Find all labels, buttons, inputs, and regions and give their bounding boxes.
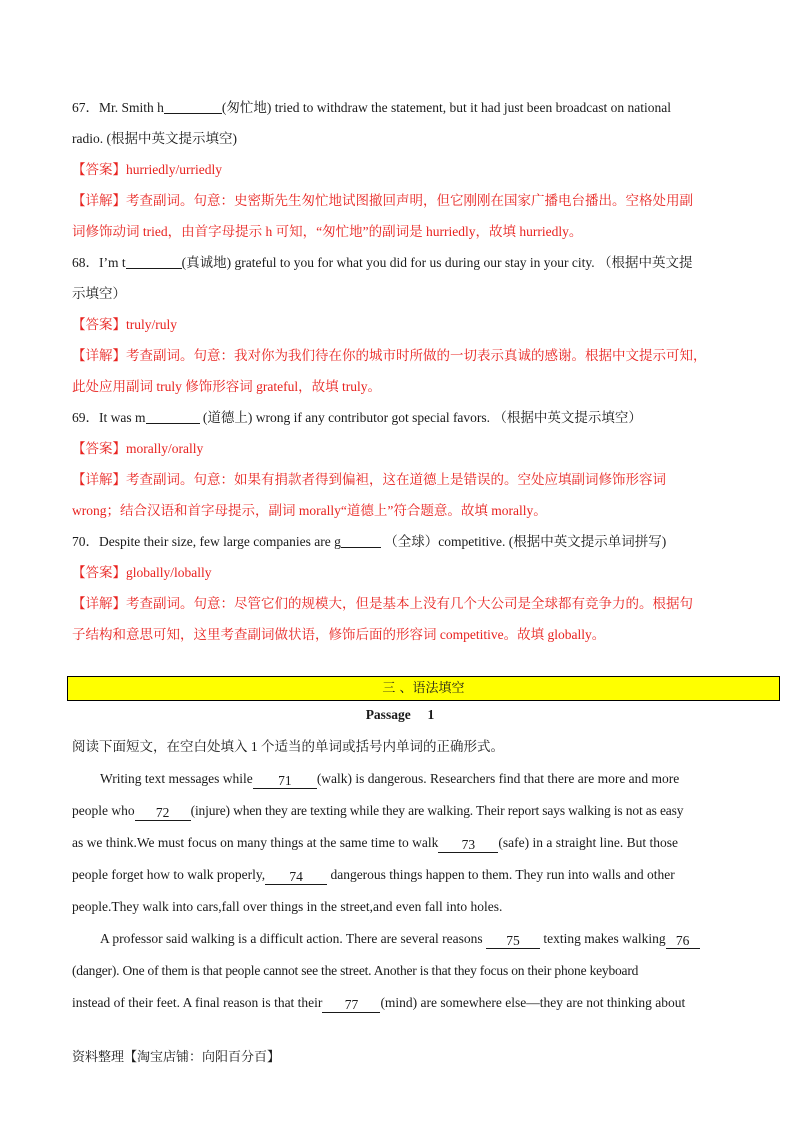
blank-76[interactable]: 76 — [666, 933, 700, 949]
blank-74[interactable]: 74 — [265, 869, 327, 885]
blank-71[interactable]: 71 — [253, 773, 317, 789]
q67-line2: radio. (根据中英文提示填空) — [72, 131, 237, 146]
blank-73[interactable]: 73 — [438, 837, 498, 853]
q68-line2: 示填空） — [72, 286, 126, 301]
q69-text-pre: 69．It was m — [72, 410, 146, 425]
q69-blank[interactable] — [146, 408, 200, 424]
q67-detail-1: 【详解】考查副词。句意：史密斯先生匆忙地试图撤回声明，但它刚刚在国家广播电台播出。空格处用副 — [72, 193, 693, 208]
q68-detail-2: 此处应用副词 truly 修饰形容词 grateful，故填 truly。 — [72, 379, 381, 394]
q70-blank[interactable] — [341, 532, 381, 548]
q68-detail-1: 【详解】考查副词。句意：我对你为我们待在你的城市时所做的一切表示真诚的感谢。根据中文提示可知， — [72, 348, 707, 363]
para1-text: (injure) when they are texting while they are walking. Their report says walking is not as easy — [190, 803, 684, 818]
question-70 — [72, 526, 728, 557]
para1-text: Writing text messages while — [100, 771, 253, 786]
q68-text-pre: 68．I’m t — [72, 255, 126, 270]
para1-line5: people.They walk into cars,fall over things in the street,and even fall into holes. — [72, 899, 503, 914]
blank-75[interactable]: 75 — [486, 933, 540, 949]
q68-text-post: (真诚地) grateful to you for what you did for us during our stay in your city. （根据中英文提 — [181, 255, 693, 270]
passage-body — [72, 731, 728, 1019]
q70-detail-1: 【详解】考查副词。句意：尽管它们的规模大，但是基本上没有几个大公司是全球都有竞争力的。根据句 — [72, 596, 693, 611]
q69-detail-1: 【详解】考查副词。句意：如果有捐款者得到偏袒，这在道德上是错误的。空处应填副词修饰形容词 — [72, 472, 666, 487]
q70-text-post: （全球）competitive. (根据中英文提示单词拼写) — [380, 534, 667, 549]
para1-text: dangerous things happen to them. They run into walls and other — [327, 867, 675, 882]
passage-title: Passage 1 — [365, 707, 435, 722]
questions-section — [72, 92, 728, 650]
para2-text: A professor said walking is a difficult action. There are several reasons — [100, 931, 487, 946]
q70-answer: 【答案】globally/lobally — [72, 565, 212, 580]
para1-text: people forget how to walk properly, — [72, 867, 266, 882]
q68-blank[interactable] — [126, 253, 182, 269]
q67-blank[interactable] — [164, 98, 222, 114]
q67-text-post: (匆忙地) tried to withdraw the statement, but it had just been broadcast on national — [221, 100, 672, 115]
question-69 — [72, 402, 728, 433]
instruction: 阅读下面短文，在空白处填入 1 个适当的单词或括号内单词的正确形式。 — [72, 739, 504, 754]
q67-answer: 【答案】hurriedly/urriedly — [72, 162, 222, 177]
question-67 — [72, 92, 728, 123]
para1-text: people who — [72, 803, 135, 818]
q67-detail-2: 词修饰动词 tried，由首字母提示 h 可知，“匆忙地”的副词是 hurriedly，故填 hurriedly。 — [72, 224, 583, 239]
footer-note: 资料整理【淘宝店铺：向阳百分百】 — [72, 1050, 281, 1065]
para1-line4 — [72, 859, 728, 891]
para2-text: (mind) are somewhere else—they are not thinking about — [380, 995, 686, 1010]
para1-line3 — [72, 827, 728, 859]
q70-text-pre: 70．Despite their size, few large companies are g — [72, 534, 341, 549]
q68-answer: 【答案】truly/ruly — [72, 317, 177, 332]
section-title-banner: 三 、语法填空 — [67, 676, 780, 701]
blank-72[interactable]: 72 — [135, 805, 191, 821]
para2-line3 — [72, 987, 728, 1019]
q67-text-pre: 67．Mr. Smith h — [72, 100, 164, 115]
q70-detail-2: 子结构和意思可知，这里考查副词做状语，修饰后面的形容词 competitive。故填 globally。 — [72, 627, 606, 642]
para2-line1 — [72, 923, 728, 955]
para1-line1 — [72, 763, 728, 795]
question-68 — [72, 247, 728, 278]
para2-text: instead of their feet. A final reason is that their — [72, 995, 323, 1010]
para1-text: (safe) in a straight line. But those — [498, 835, 678, 850]
para1-text: as we think.We must focus on many things at the same time to walk — [72, 835, 439, 850]
para1-line2 — [72, 795, 728, 827]
para1-text: (walk) is dangerous. Researchers find that there are more and more — [316, 771, 680, 786]
blank-77[interactable]: 77 — [322, 997, 380, 1013]
para2-text: texting makes walking — [540, 931, 666, 946]
q69-answer: 【答案】morally/orally — [72, 441, 204, 456]
para2-line2: (danger). One of them is that people cannot see the street. Another is that they focus on their phone keyboard — [72, 963, 639, 978]
q69-detail-2: wrong；结合汉语和首字母提示，副词 morally“道德上”符合题意。故填 morally。 — [72, 503, 547, 518]
q69-text-post: (道德上) wrong if any contributor got special favors. （根据中英文提示填空） — [199, 410, 642, 425]
